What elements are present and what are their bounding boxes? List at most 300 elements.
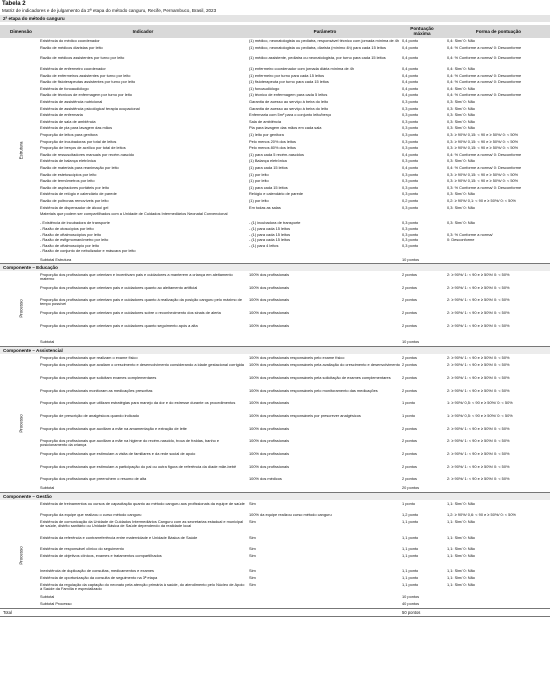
indicator-cell: Proporção de incubadoras por total de leitos: [40, 139, 117, 144]
indicator-cell: Existência de sala de ambiência: [40, 119, 96, 124]
parameter-cell: 100% dos profissionais: [249, 311, 290, 316]
indicator-cell: Existência de fonoaudiólogo: [40, 86, 89, 91]
table-row: [0, 311, 550, 319]
indicator-cell: Proporção dos profissionais que orientam pais e cuidadores quanto seguimento após a alta: [40, 323, 198, 328]
subtotal-label: Subtotal Processo: [40, 601, 72, 607]
header-indicador: Indicador: [132, 29, 154, 34]
table-row: [0, 376, 550, 384]
score-cell: 1,1 ponto: [402, 520, 419, 525]
parameter-cell: Sim: [249, 553, 256, 558]
scoring-rule-cell: 2: ≥ 90%/ 1: < 90 e ≥ 50%/ 0: < 50%: [447, 388, 510, 393]
table-row: [0, 179, 550, 183]
score-cell: 1,1 ponto: [402, 553, 419, 558]
table-row: [0, 502, 550, 510]
component-header: Componente – Educação: [0, 264, 550, 271]
scoring-rule-cell: 0,3: % Conforme a norma/: [447, 232, 493, 237]
table-row: [0, 74, 550, 78]
indicator-cell: Existência de treinamentos ou cursos de capacitação quanto ao método canguru aos profissionais da equipe de saúde: [40, 502, 245, 506]
indicator-cell: - Razão de esfigmomanômetro por leito: [40, 238, 109, 243]
table-row: [0, 140, 550, 144]
header-pontuacao: Pontuação máxima: [410, 26, 434, 36]
score-cell: 2 pontos: [402, 464, 417, 469]
indicator-cell: Existência de objetivos clínicos, exames e tratamentos compartilhados: [40, 553, 162, 558]
scoring-rule-cell: 2: ≥ 90%/ 1: < 90 e ≥ 50%/ 0: < 50%: [447, 355, 510, 360]
parameter-cell: 100% dos profissionais: [249, 298, 290, 303]
indicator-cell: Inexistência de duplicação de consultas, medicamentos e exames: [40, 569, 154, 573]
scoring-rule-cell: 0: Desconforme: [447, 238, 475, 243]
parameter-cell: Relógio e calendário de parede: [249, 192, 304, 197]
parameter-cell: 100% dos profissionais responsáveis pela avaliação do crescimento e desenvolvimento: [249, 363, 400, 368]
scoring-rule-cell: 1,1: Sim/ 0: Não: [447, 553, 475, 558]
parameter-cell: (1) fisioterapeuta por turno para cada 15 leitos: [249, 80, 329, 85]
parameter-cell: (1) leito por genitora: [249, 133, 284, 137]
scoring-rule-cell: 0,3: ≥ 90%/ 0,15: < 90 e ≥ 50%/ 0: < 50%: [447, 172, 519, 177]
table-row: [0, 389, 550, 397]
score-cell: 1,1 ponto: [402, 583, 419, 588]
table-row: [0, 452, 550, 460]
dimension-text: Processo: [18, 414, 24, 433]
indicator-cell: Proporção de berços de acrílico por total de leitos: [40, 146, 126, 151]
scoring-rule-cell: 2: ≥ 90%/ 1: < 90 e ≥ 50%/ 0: < 50%: [447, 363, 510, 368]
table-row: [0, 238, 550, 242]
score-cell: 2 pontos: [402, 311, 417, 316]
indicator-cell: Proporção dos profissionais que solicitam exames complementares: [40, 375, 157, 380]
score-cell: 2 pontos: [402, 355, 417, 360]
table-row: [0, 93, 550, 97]
table-caption: Tabela 2: [2, 1, 26, 7]
score-cell: 0,4 ponto: [402, 67, 419, 71]
indicator-cell: Existência de responsável clínico do seguimento: [40, 546, 124, 551]
shared-materials-text: Materiais que podem ser compartilhados com a Unidade de Cuidados Intermediários Neonatal Convencional: [40, 212, 228, 217]
scoring-rule-cell: 0,3: Sim/ 0: Não: [447, 159, 475, 164]
scoring-rule-cell: 1,1: Sim/ 0: Não: [447, 583, 475, 588]
indicator-cell: Existência de pia para lavagem das mãos: [40, 126, 113, 131]
scoring-rule-cell: 0,3: Sim/ 0: Não: [447, 113, 475, 118]
scoring-rule-cell: 2: ≥ 90%/ 1: < 90 e ≥ 50%/ 0: < 50%: [447, 426, 510, 431]
subtotal-value: 20 pontos: [402, 485, 420, 490]
parameter-cell: Sim: [249, 576, 256, 581]
scoring-rule-cell: 0,4: % Conforme a norma/ 0: Desconforme: [447, 93, 522, 98]
parameter-cell: Sim: [249, 569, 256, 573]
scoring-rule-cell: 0,4: % Conforme a norma/ 0: Desconforme: [447, 45, 522, 50]
shared-materials-header: [0, 212, 550, 220]
table-row: [0, 439, 550, 447]
table-row: [0, 363, 550, 371]
indicator-cell: Proporção dos profissionais que realizam o exame físico: [40, 355, 138, 360]
table-row: [0, 249, 550, 253]
parameter-cell: 100% dos profissionais: [249, 464, 290, 469]
indicator-cell: Existência de assistência nutricional: [40, 100, 103, 104]
score-cell: 1 ponto: [402, 502, 415, 506]
scoring-rule-cell: 2: ≥ 90%/ 1: < 90 e ≥ 50%/ 0: < 50%: [447, 273, 510, 277]
score-cell: 1,1 ponto: [402, 569, 419, 573]
table-row: [0, 133, 550, 137]
scoring-rule-cell: 2: ≥ 90%/ 1: < 90 e ≥ 50%/ 0: < 50%: [447, 439, 510, 444]
parameter-cell: 100% da equipe realizou curso método canguru: [249, 513, 332, 518]
table-row: [0, 401, 550, 409]
score-cell: 1 ponto: [402, 401, 415, 406]
score-cell: 0,3 ponto: [402, 221, 419, 226]
table-row: [0, 569, 550, 573]
indicator-cell: Razão de enfermeiros assistentes por turno por leito: [40, 73, 131, 78]
indicator-cell: Proporção dos profissionais que auxiliam a mãe na amamentação e extração de leite: [40, 426, 187, 431]
indicator-cell: Proporção dos profissionais que orientam pais e cuidadores quanto à realização da posição canguru pelo máximo de tempo possível: [40, 298, 243, 307]
scoring-rule-cell: 1,1: Sim/ 0: Não: [447, 569, 475, 573]
score-cell: 0,4 ponto: [402, 93, 419, 98]
subtotal-value: 10 pontos: [402, 594, 420, 600]
score-cell: 0,3 ponto: [402, 172, 419, 177]
score-cell: 0,3 ponto: [402, 119, 419, 124]
scoring-rule-cell: 0,3: Sim/ 0: Não: [447, 119, 475, 124]
score-cell: 2 pontos: [402, 477, 417, 482]
indicator-cell: Existência de comunicação da Unidade de Cuidados Intermediários Canguru com as secretarias estadual e municipal de saúde, distrito sanitário ou Unidade Básica de Saúde dependendo da realidade local: [40, 520, 244, 529]
parameter-cell: (1) médico, neonatologista ou pediatra, diarista (mínimo 4h) para cada 15 leitos: [249, 45, 386, 50]
score-cell: 1,2 ponto: [402, 513, 419, 518]
row-divider: [0, 616, 550, 617]
score-cell: 2 pontos: [402, 439, 417, 444]
score-cell: 0,4 ponto: [402, 166, 419, 170]
dimension-label: [1, 273, 41, 345]
parameter-cell: 100% dos profissionais responsáveis pela solicitação de exames complementares: [249, 375, 391, 380]
table-row: [0, 87, 550, 91]
table-row: [0, 146, 550, 150]
indicator-cell: Proporção de prescrição de analgésicos quando indicado: [40, 413, 140, 418]
parameter-cell: 100% dos profissionais responsáveis pelo monitoramento das medicações: [249, 388, 378, 393]
scoring-rule-cell: 0,4: Sim/ 0: Não: [447, 67, 475, 71]
scoring-rule-cell: 0,4: Sim/ 0: Não: [447, 39, 475, 43]
table-row: [0, 39, 550, 43]
indicator-cell: Proporção dos profissionais que auxiliam a mãe na higiene do recém-nascido, troca de fraldas, banho e posicionamento da criança: [40, 439, 220, 448]
score-cell: 2 pontos: [402, 452, 417, 456]
table-row: [0, 427, 550, 435]
score-cell: 1,1 ponto: [402, 535, 419, 540]
score-cell: 0,3 ponto: [402, 106, 419, 111]
parameter-cell: (1) para cada 15 leitos: [249, 185, 288, 190]
indicator-cell: Proporção dos profissionais que utilizam estratégias para manejo da dor e do estresse durante os procedimentos: [40, 401, 236, 406]
parameter-cell: Pia para lavagem das mãos em cada sala: [249, 126, 322, 131]
table-row: [0, 477, 550, 481]
score-cell: 1,1 ponto: [402, 576, 419, 581]
parameter-cell: Sala de ambiência: [249, 119, 282, 124]
dimension-label: [1, 356, 41, 492]
score-cell: 0,3 ponto: [402, 146, 419, 151]
table-row: [0, 227, 550, 231]
table-row: [0, 56, 550, 64]
scoring-rule-cell: 0,3: ≥ 90%/ 0,15: < 90 e ≥ 50%/ 0: < 50%: [447, 139, 519, 144]
subtotal-label: Subtotal: [40, 485, 55, 490]
parameter-cell: 100% dos médicos: [249, 477, 282, 482]
scoring-rule-cell: 2: ≥ 90%/ 1: < 90 e ≥ 50%/ 0: < 50%: [447, 464, 510, 469]
header-parametro: Parâmetro: [313, 29, 337, 34]
score-cell: 0,3 ponto: [402, 113, 419, 118]
parameter-cell: (1) para cada 5 recém-nascidos: [249, 152, 304, 157]
stage-title: 2ª etapa do método canguru: [0, 15, 550, 22]
parameter-cell: 100% dos profissionais responsáveis por prescrever analgésicos: [249, 413, 361, 418]
table-row: [0, 186, 550, 190]
indicator-cell: Razão de fisioterapeutas assistentes por turno por leito: [40, 80, 136, 85]
table-row: [0, 221, 550, 225]
scoring-rule-cell: 0,3: ≥ 90%/ 0,15: < 90 e ≥ 50%/ 0: < 50%: [447, 179, 519, 184]
indicator-cell: Existência de enfermaria: [40, 113, 83, 118]
indicator-cell: Proporção dos profissionais que orientam pais e cuidadores quanto ao aleitamento artificial: [40, 285, 198, 290]
indicator-cell: - Existência de incubadora de transporte: [40, 221, 110, 226]
parameter-cell: (1) por leito: [249, 172, 269, 177]
score-cell: 0,2 ponto: [402, 199, 419, 203]
indicator-cell: Proporção dos profissionais que orientam e incentivam pais e cuidadores a manterem a criança em aleitamento materno: [40, 273, 233, 282]
parameter-cell: Em todas as salas: [249, 205, 281, 210]
scoring-rule-cell: 0,3: Sim/ 0: Não: [447, 205, 475, 210]
parameter-cell: 100% dos profissionais: [249, 285, 290, 290]
score-cell: 0,3 ponto: [402, 133, 419, 137]
score-cell: 0,4 ponto: [402, 45, 419, 50]
score-cell: 1 ponto: [402, 413, 415, 418]
scoring-rule-cell: 0,3: Sim/ 0: Não: [447, 126, 475, 131]
table-row: [0, 166, 550, 170]
scoring-rule-cell: 2: ≥ 90%/ 1: < 90 e ≥ 50%/ 0: < 50%: [447, 375, 510, 380]
table-subcaption: Matriz de indicadores e de julgamento da 2ª etapa do método canguru, Recife, Pernambuco, Brasil, 2023: [2, 8, 217, 13]
indicator-cell: Razão de poltronas removíveis por leito: [40, 199, 109, 203]
indicator-cell: Proporção da equipe que realizou o curso método canguru: [40, 513, 142, 518]
scoring-rule-cell: 1,1: Sim/ 0: Não: [447, 520, 475, 525]
score-cell: 0,3 ponto: [402, 159, 419, 164]
score-cell: 0,3 ponto: [402, 232, 419, 237]
parameter-cell: 100% dos profissionais: [249, 273, 290, 277]
scoring-rule-cell: 1,1: Sim/ 0: Não: [447, 546, 475, 551]
header-dimensao: Dimensão: [10, 29, 32, 34]
table-row: [0, 513, 550, 517]
scoring-rule-cell: 0,4: % Conforme a norma/ 0: Desconforme: [447, 152, 522, 157]
scoring-rule-cell: 0,3: Sim/ 0: Não: [447, 221, 475, 226]
parameter-cell: 100% dos profissionais: [249, 452, 290, 456]
score-cell: 0,4 ponto: [402, 86, 419, 91]
parameter-cell: Sim: [249, 520, 256, 525]
dimension-label: [1, 39, 41, 262]
scoring-rule-cell: 2: ≥ 90%/ 1: < 90 e ≥ 50%/ 0: < 50%: [447, 323, 510, 328]
indicator-cell: Razão de aspiradores portáteis por leito: [40, 185, 109, 190]
parameter-cell: (1) enfermeiro coordenador com jornada diária mínima de 4h: [249, 67, 355, 71]
scoring-rule-cell: 1: ≥ 90%/ 0,5: < 90 e ≥ 50%/ 0: < 50%: [447, 401, 513, 406]
scoring-rule-cell: 0,4: Sim/ 0: Não: [447, 86, 475, 91]
table-row: [0, 298, 550, 306]
parameter-cell: 100% dos profissionais responsáveis pelo exame físico: [249, 355, 345, 360]
table-row: [0, 80, 550, 84]
total-label: Total: [3, 609, 12, 615]
score-cell: 2 pontos: [402, 298, 417, 303]
indicator-cell: Proporção dos profissionais que estimulam a participação do pai ou outra figura de referência da díade mãe-bebê: [40, 464, 237, 469]
table-row: [0, 286, 550, 294]
indicator-cell: Razão de médicos diaristas por leito: [40, 45, 103, 50]
scoring-rule-cell: 0,4: % Conforme a norma/ 0: Desconforme: [447, 80, 522, 85]
table-row: [0, 233, 550, 237]
indicator-cell: Proporção dos profissionais que orientam pais e cuidadores sobre o reconhecimento dos sinais de alerta: [40, 311, 221, 316]
table-row: [0, 520, 550, 532]
score-cell: 2 pontos: [402, 426, 417, 431]
table-row: [0, 159, 550, 163]
indicator-cell: Existência da regulação da captação do neonato pela atenção primária à saúde, do atendimento pelo Núcleo de Apoio à Saúde da Família e especializado: [40, 583, 245, 592]
row-divider: [0, 608, 550, 609]
indicator-cell: - Razão de otoscópios por leito: [40, 227, 94, 231]
parameter-cell: - (1) para cada 15 leitos: [249, 227, 291, 231]
indicator-cell: Existência de assistência psicológica/ terapia ocupacional: [40, 106, 140, 111]
table-row: [0, 120, 550, 124]
indicator-cell: Existência da referência e contrarreferência entre maternidade e Unidade Básica de Saúde: [40, 535, 198, 540]
score-cell: 0,3 ponto: [402, 100, 419, 104]
scoring-rule-cell: 2: ≥ 90%/ 1: < 90 e ≥ 50%/ 0: < 50%: [447, 285, 510, 290]
scoring-rule-cell: 0,3: ≥ 90%/ 0,15: < 90 e ≥ 50%/ 0: < 50%: [447, 133, 519, 137]
indicator-cell: Razão de termômetros por leito: [40, 179, 95, 184]
indicator-cell: Existência de oportunização da consulta de seguimento na 3ª etapa: [40, 576, 158, 581]
scoring-rule-cell: 1,2: ≥ 90%/ 0,6: < 90 e ≥ 50%/ 0: < 50%: [447, 513, 516, 518]
parameter-cell: Sim: [249, 502, 256, 506]
score-cell: 0,4 ponto: [402, 80, 419, 85]
indicator-cell: Proporção de leitos para genitora: [40, 133, 98, 137]
component-header: Componente – Assistencial: [0, 347, 550, 354]
score-cell: 0,3 ponto: [402, 126, 419, 131]
score-cell: 0,4 ponto: [402, 73, 419, 78]
indicator-cell: - Razão de conjunto de nebulizador e máscara por leito: [40, 249, 136, 254]
indicator-cell: Existência de balança eletrônica: [40, 159, 96, 164]
parameter-cell: Pelo menos 80% dos leitos: [249, 146, 296, 151]
score-cell: 2 pontos: [402, 375, 417, 380]
parameter-cell: Pelo menos 20% dos leitos: [249, 139, 296, 144]
scoring-rule-cell: 0,3: ≥ 90%/ 0,15: < 90 e ≥ 50%/ 0: < 50%: [447, 146, 519, 151]
indicator-cell: Existência de dispensador de álcool gel: [40, 205, 109, 210]
table-row: [0, 67, 550, 71]
total-value: 50 pontos: [402, 609, 421, 615]
dimension-text: Estrutura: [18, 141, 24, 160]
table-row: [0, 547, 550, 551]
parameter-cell: 100% dos profissionais: [249, 426, 290, 431]
parameter-cell: (1) para cada 15 leitos: [249, 166, 288, 170]
indicator-cell: Proporção dos profissionais que avaliam o crescimento e desenvolvimento considerando a idade gestacional corrigida: [40, 363, 244, 368]
table-header: [0, 25, 550, 38]
table-row: [0, 324, 550, 332]
score-cell: 2 pontos: [402, 273, 417, 277]
score-cell: 0,3 ponto: [402, 192, 419, 197]
indicator-cell: Existência de enfermeiro coordenador: [40, 67, 106, 71]
scoring-rule-cell: 1,1: Sim/ 0: Não: [447, 535, 475, 540]
table-row: [0, 199, 550, 203]
subtotal-value: 40 pontos: [402, 601, 420, 607]
scoring-rule-cell: 2: ≥ 90%/ 1: < 90 e ≥ 50%/ 0: < 50%: [447, 477, 510, 482]
table-row: [0, 576, 550, 580]
parameter-cell: 100% dos profissionais: [249, 439, 290, 444]
dimension-text: Processo: [18, 546, 24, 565]
indicator-cell: Existência do médico coordenador: [40, 39, 100, 43]
dimension-text: Processo: [18, 299, 24, 318]
table-row: [0, 554, 550, 558]
table-row: [0, 273, 550, 281]
scoring-rule-cell: 0,4: % Conforme a norma/ 0: Desconforme: [447, 166, 522, 170]
table-row: [0, 356, 550, 360]
table-row: [0, 465, 550, 473]
parameter-cell: (1) fonoaudiólogo: [249, 86, 280, 91]
scoring-rule-cell: 0,2: ≥ 90%/ 0,1: < 90 e ≥ 50%/ 0: < 50%: [447, 199, 516, 203]
table-row: [0, 244, 550, 248]
indicator-cell: Proporção dos profissionais monitoram as medicações prescritas: [40, 388, 153, 393]
subtotal-label: Subtotal: [40, 594, 55, 600]
table-row: [0, 100, 550, 104]
indicator-cell: Razão de estetoscópios por leito: [40, 172, 97, 177]
indicator-cell: Proporção dos profissionais que preenchem o resumo de alta: [40, 477, 147, 482]
scoring-rule-cell: 0,4: % Conforme a norma/ 0: Desconforme: [447, 56, 522, 61]
parameter-cell: - (1) para cada 15 leitos: [249, 238, 291, 243]
score-cell: 0,3 ponto: [402, 227, 419, 231]
table-row: [0, 46, 550, 54]
scoring-rule-cell: 0,3: Sim/ 0: Não: [447, 100, 475, 104]
parameter-cell: (1) técnico de enfermagem para cada 5 leitos: [249, 93, 328, 98]
scoring-rule-cell: 1: ≥ 90%/ 0,5: < 90 e ≥ 50%/ 0: < 50%: [447, 413, 513, 418]
score-cell: 2 pontos: [402, 388, 417, 393]
parameter-cell: Sim: [249, 535, 256, 540]
indicator-cell: Existência de relógio e calendário de parede: [40, 192, 117, 197]
score-cell: 2 pontos: [402, 285, 417, 290]
parameter-cell: (1) enfermeiro por turno para cada 15 leitos: [249, 73, 325, 78]
scoring-rule-cell: 2: ≥ 90%/ 1: < 90 e ≥ 50%/ 0: < 50%: [447, 311, 510, 316]
table-row: [0, 173, 550, 177]
parameter-cell: Sim: [249, 583, 256, 588]
indicator-cell: Razão de ressuscitadores manuais por recém-nascido: [40, 152, 135, 157]
scoring-rule-cell: 2: ≥ 90%/ 1: < 90 e ≥ 50%/ 0: < 50%: [447, 298, 510, 303]
table-row: [0, 113, 550, 117]
indicator-cell: - Razão de oftalmoscópios por leito: [40, 232, 101, 237]
component-header: Componente – Gestão: [0, 493, 550, 500]
score-cell: 0,4 ponto: [402, 152, 419, 157]
scoring-rule-cell: 2: ≥ 90%/ 1: < 90 e ≥ 50%/ 0: < 50%: [447, 452, 510, 456]
parameter-cell: - (1) para 4 leitos: [249, 243, 279, 248]
score-cell: 2 pontos: [402, 363, 417, 368]
scoring-rule-cell: 0,3: % Conforme a norma/ 0: Desconforme: [447, 185, 522, 190]
table-row: [0, 126, 550, 130]
table-row: [0, 153, 550, 157]
subtotal-value: 10 pontos: [402, 257, 420, 262]
score-cell: 2 pontos: [402, 323, 417, 328]
parameter-cell: (1) por leito: [249, 199, 269, 203]
score-cell: 0,3 ponto: [402, 185, 419, 190]
parameter-cell: - (1) para cada 15 leitos: [249, 232, 291, 237]
indicator-cell: Razão de médicos assistentes por turno por leito: [40, 56, 125, 61]
table-row: [0, 583, 550, 591]
dimension-label: [1, 502, 41, 608]
subtotal-label: Subtotal: [40, 338, 55, 344]
parameter-cell: Enfermaria com 5m² para o conjunto leito/berço: [249, 113, 332, 118]
indicator-cell: - Razão de oftalmoscópio por leito: [40, 243, 100, 248]
scoring-rule-cell: 1,1: Sim/ 0: Não: [447, 502, 475, 506]
header-forma: Forma de pontuação: [475, 29, 522, 34]
indicator-cell: Razão de materiais para reanimação por leito: [40, 166, 119, 170]
parameter-cell: Garantia de acesso ao serviço à beira do leito: [249, 106, 329, 111]
score-cell: 0,4 ponto: [402, 56, 419, 61]
table-row: [0, 414, 550, 422]
score-cell: 0,3 ponto: [402, 243, 419, 248]
score-cell: 0,3 ponto: [402, 238, 419, 243]
score-cell: 0,3 ponto: [402, 205, 419, 210]
subtotal-value: 10 pontos: [402, 338, 420, 344]
parameter-cell: (1) por leito: [249, 179, 269, 184]
scoring-rule-cell: 0,3: Sim/ 0: Não: [447, 192, 475, 197]
score-cell: 0,3 ponto: [402, 179, 419, 184]
subtotal-label: Subtotal Estrutura: [40, 257, 72, 262]
parameter-cell: 100% dos profissionais: [249, 401, 290, 406]
table-row: [0, 206, 550, 210]
scoring-rule-cell: 0,4: % Conforme a norma/ 0: Desconforme: [447, 73, 522, 78]
parameter-cell: (1) Balança eletrônica: [249, 159, 287, 164]
score-cell: 0,4 ponto: [402, 39, 419, 43]
indicator-cell: Proporção dos profissionais que estimulam a visita de familiares e da rede social de apoio: [40, 452, 196, 456]
table-row: [0, 536, 550, 544]
scoring-rule-cell: 0,3: Sim/ 0: Não: [447, 106, 475, 111]
table-row: [0, 107, 550, 111]
